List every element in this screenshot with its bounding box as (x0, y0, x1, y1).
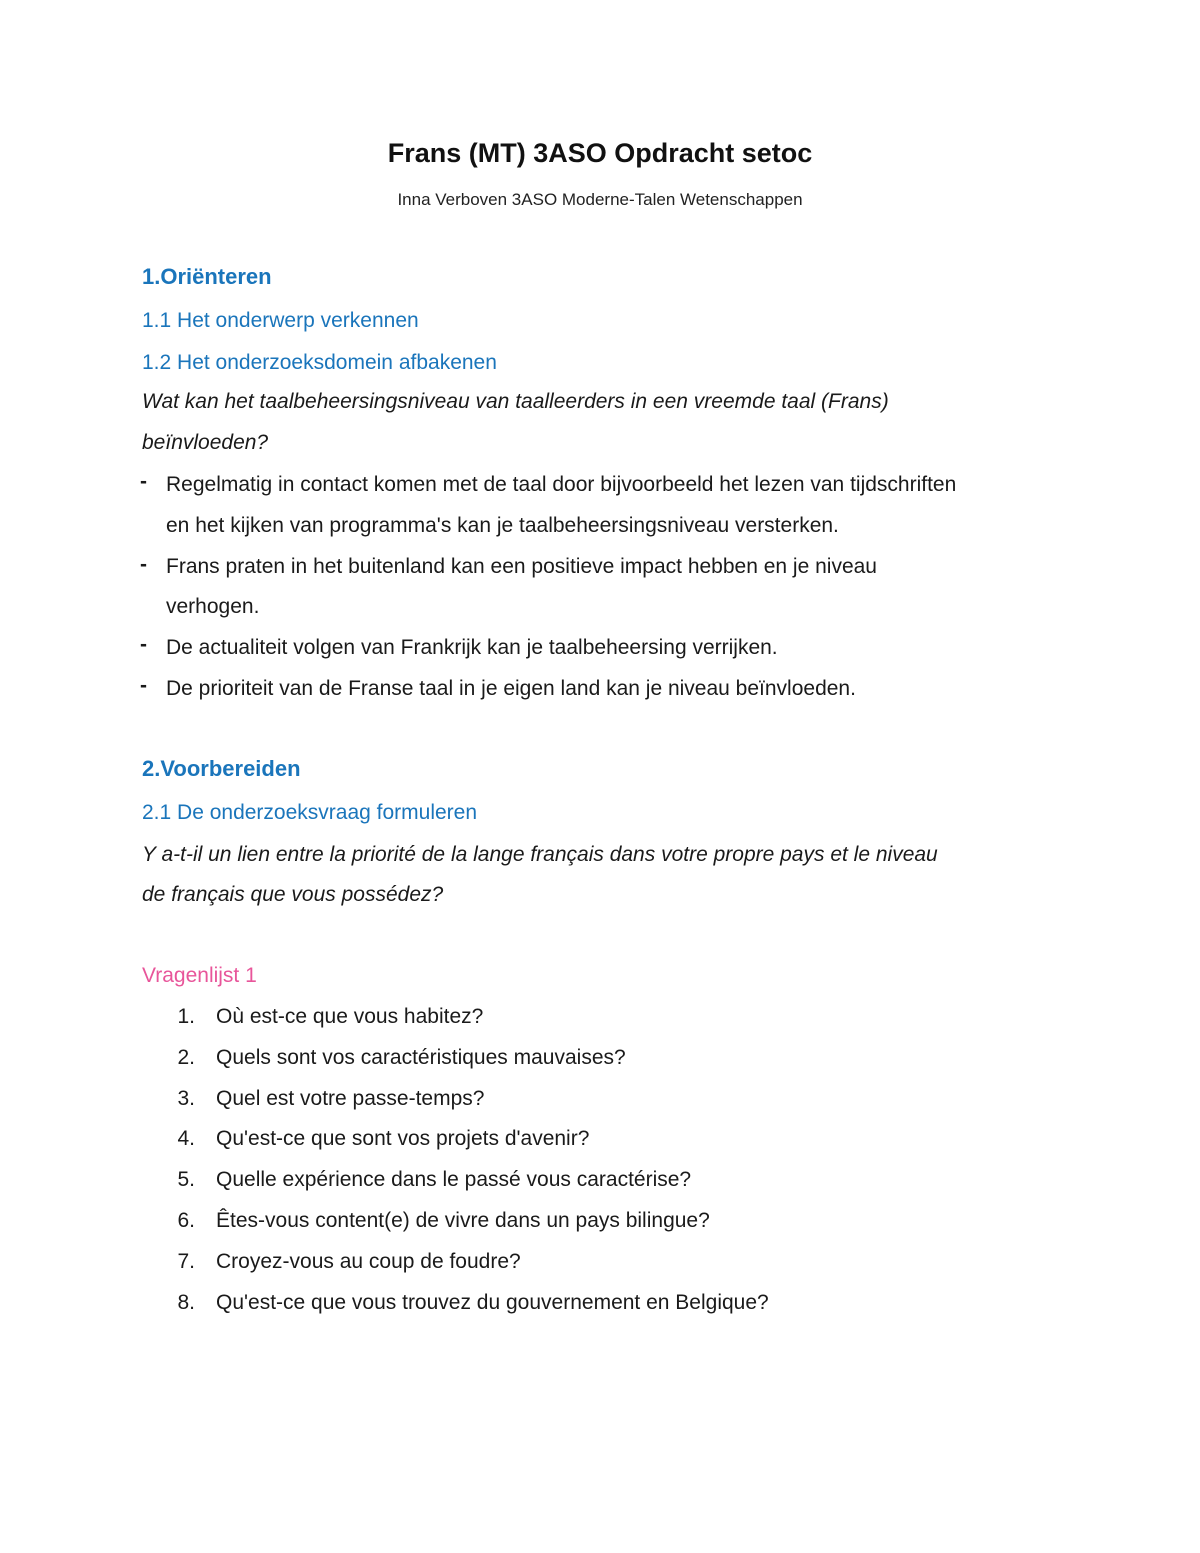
document-title: Frans (MT) 3ASO Opdracht setoc (387, 138, 813, 168)
questionnaire-item-6: Êtes-vous content(e) de vivre dans un pays bilingue? (216, 1209, 710, 1232)
list-number: 7. (177, 1250, 195, 1273)
research-domain-question-line-2: beïnvloeden? (142, 431, 269, 454)
list-number: 8. (177, 1291, 195, 1314)
questionnaire-item-7: Croyez-vous au coup de foudre? (216, 1250, 521, 1273)
list-number: 2. (177, 1046, 195, 1069)
list-number: 1. (177, 1005, 195, 1028)
bullet-3-line-1: De actualiteit volgen van Frankrijk kan je taalbeheersing verrijken. (166, 636, 778, 659)
list-number: 3. (177, 1087, 195, 1110)
list-number: 6. (177, 1209, 195, 1232)
section-2-heading: 2.Voorbereiden (142, 756, 301, 781)
research-domain-question-line-1: Wat kan het taalbeheersingsniveau van taalleerders in een vreemde taal (Frans) (142, 390, 889, 413)
bullet-dash: - (140, 470, 147, 493)
research-question-line-1: Y a-t-il un lien entre la priorité de la lange français dans votre propre pays et le niveau (142, 843, 938, 866)
bullet-1-line-1: Regelmatig in contact komen met de taal door bijvoorbeeld het lezen van tijdschriften (166, 473, 957, 496)
bullet-dash: - (140, 674, 147, 697)
bullet-2-line-1: Frans praten in het buitenland kan een positieve impact hebben en je niveau (166, 555, 877, 578)
section-1-2-heading: 1.2 Het onderzoeksdomein afbakenen (142, 351, 497, 374)
questionnaire-item-5: Quelle expérience dans le passé vous caractérise? (216, 1168, 692, 1191)
section-1-1-heading: 1.1 Het onderwerp verkennen (142, 309, 419, 332)
questionnaire-title: Vragenlijst 1 (142, 964, 257, 987)
research-question-line-2: de français que vous possédez? (142, 883, 444, 906)
list-number: 5. (177, 1168, 195, 1191)
section-1-heading: 1.Oriënteren (142, 264, 272, 289)
bullet-dash: - (140, 553, 147, 576)
questionnaire-item-2: Quels sont vos caractéristiques mauvaises? (216, 1046, 626, 1069)
questionnaire-item-3: Quel est votre passe-temps? (216, 1087, 485, 1110)
section-2-1-heading: 2.1 De onderzoeksvraag formuleren (142, 801, 478, 824)
list-number: 4. (177, 1127, 195, 1150)
document-subtitle: Inna Verboven 3ASO Moderne-Talen Wetenschappen (397, 190, 803, 209)
questionnaire-item-1: Où est-ce que vous habitez? (216, 1005, 484, 1028)
bullet-2-line-2: verhogen. (166, 595, 260, 618)
questionnaire-item-4: Qu'est-ce que sont vos projets d'avenir? (216, 1127, 590, 1150)
bullet-1-line-2: en het kijken van programma's kan je taalbeheersingsniveau versterken. (166, 514, 839, 537)
bullet-dash: - (140, 633, 147, 656)
bullet-4-line-1: De prioriteit van de Franse taal in je eigen land kan je niveau beïnvloeden. (166, 677, 856, 700)
questionnaire-item-8: Qu'est-ce que vous trouvez du gouvernement en Belgique? (216, 1291, 769, 1314)
